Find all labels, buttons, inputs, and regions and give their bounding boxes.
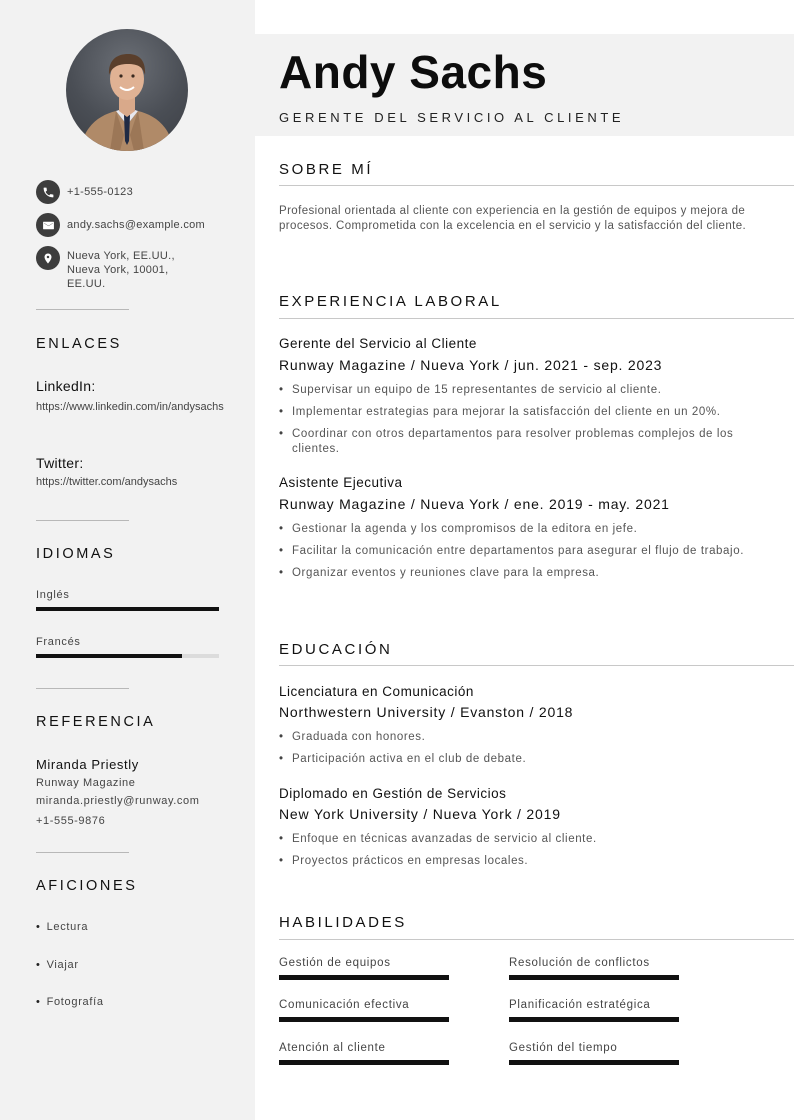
phone-text: +1-555-0123 xyxy=(67,186,133,198)
bullet-item: • Organizar eventos y reuniones clave para la empresa. xyxy=(279,566,769,581)
skill-name: Gestión del tiempo xyxy=(509,1042,618,1054)
full-name: Andy Sachs xyxy=(279,46,548,98)
address-line: Nueva York, 10001, xyxy=(67,264,169,276)
skill-name: Planificación estratégica xyxy=(509,999,651,1011)
hobby-item: • Fotografía xyxy=(36,996,104,1008)
divider xyxy=(36,688,129,689)
bullet-item: • Coordinar con otros departamentos para resolver problemas complejos de los clientes. xyxy=(279,427,769,456)
job-subtitle: Runway Magazine / Nueva York / jun. 2021 - sep. 2023 xyxy=(279,357,663,373)
skill-level-bar xyxy=(279,1060,449,1065)
contact-email xyxy=(36,213,236,237)
hobby-item: • Viajar xyxy=(36,959,79,971)
skill-level-bar xyxy=(279,975,449,980)
section-rule xyxy=(279,939,794,940)
degree-subtitle: New York University / Nueva York / 2019 xyxy=(279,806,561,822)
degree-title: Diplomado en Gestión de Servicios xyxy=(279,786,507,801)
mail-icon xyxy=(36,213,60,237)
bullet-item: • Enfoque en técnicas avanzadas de servicio al cliente. xyxy=(279,832,769,847)
language-name: Inglés xyxy=(36,589,70,601)
contact-address xyxy=(36,246,236,291)
bullet-item: • Gestionar la agenda y los compromisos de la editora en jefe. xyxy=(279,522,769,537)
bullet-item: • Implementar estrategias para mejorar la satisfacción del cliente en un 20%. xyxy=(279,405,769,420)
reference-email[interactable]: miranda.priestly@runway.com xyxy=(36,795,200,807)
contact-info xyxy=(36,180,236,300)
skills-heading: HABILIDADES xyxy=(279,914,407,931)
degree-bullets xyxy=(279,730,769,774)
job-title: Gerente del Servicio al Cliente xyxy=(279,336,477,351)
language-name: Francés xyxy=(36,636,81,648)
section-rule xyxy=(279,185,794,186)
hobby-label: Viajar xyxy=(46,959,79,971)
location-pin-icon xyxy=(36,246,60,270)
bullet-item: • Facilitar la comunicación entre departamentos para asegurar el flujo de trabajo. xyxy=(279,544,769,559)
job-bullets xyxy=(279,522,769,588)
job-subtitle: Runway Magazine / Nueva York / ene. 2019 - may. 2021 xyxy=(279,496,670,512)
job-role: GERENTE DEL SERVICIO AL CLIENTE xyxy=(279,110,625,125)
experience-heading: EXPERIENCIA LABORAL xyxy=(279,293,502,310)
hobby-label: Fotografía xyxy=(46,996,104,1008)
reference-heading: REFERENCIA xyxy=(36,714,156,730)
skill-name: Atención al cliente xyxy=(279,1042,386,1054)
degree-title: Licenciatura en Comunicación xyxy=(279,684,474,699)
about-heading: SOBRE MÍ xyxy=(279,161,374,178)
reference-name: Miranda Priestly xyxy=(36,757,139,772)
twitter-link[interactable]: https://twitter.com/andysachs xyxy=(36,476,178,488)
section-rule xyxy=(279,318,794,319)
skill-name: Comunicación efectiva xyxy=(279,999,410,1011)
bullet-item: • Graduada con honores. xyxy=(279,730,769,745)
linkedin-link[interactable]: https://www.linkedin.com/in/andysachs xyxy=(36,401,224,413)
bullet-item: • Participación activa en el club de debate. xyxy=(279,752,769,767)
section-rule xyxy=(279,665,794,666)
reference-phone: +1-555-9876 xyxy=(36,815,106,827)
skill-level-bar xyxy=(509,1060,679,1065)
languages-heading: IDIOMAS xyxy=(36,546,116,562)
main-content xyxy=(255,0,794,1120)
skill-level-bar xyxy=(509,975,679,980)
language-level-bar xyxy=(36,654,219,658)
phone-icon xyxy=(36,180,60,204)
job-bullets xyxy=(279,383,769,464)
address-line: EE.UU. xyxy=(67,278,106,290)
language-level-fill xyxy=(36,607,219,611)
divider xyxy=(36,520,129,521)
skill-level-bar xyxy=(279,1017,449,1022)
address-line: Nueva York, EE.UU., xyxy=(67,250,175,262)
degree-subtitle: Northwestern University / Evanston / 2018 xyxy=(279,704,574,720)
divider xyxy=(36,309,129,310)
bullet-item: • Supervisar un equipo de 15 representantes de servicio al cliente. xyxy=(279,383,769,398)
language-level-bar xyxy=(36,607,219,611)
hobby-item: • Lectura xyxy=(36,921,89,933)
job-title: Asistente Ejecutiva xyxy=(279,475,403,490)
about-text: Profesional orientada al cliente con experiencia en la gestión de equipos y mejora de procesos. Comprometida con la excelencia en el servicio y la satisfacción del cliente. xyxy=(279,205,747,232)
hobby-label: Lectura xyxy=(46,921,89,933)
skill-name: Resolución de conflictos xyxy=(509,957,650,969)
links-heading: ENLACES xyxy=(36,336,122,352)
profile-photo xyxy=(66,29,188,151)
email-text: andy.sachs@example.com xyxy=(67,219,206,231)
reference-company: Runway Magazine xyxy=(36,777,136,789)
sidebar xyxy=(0,0,255,1120)
degree-bullets xyxy=(279,832,769,876)
language-level-fill xyxy=(36,654,182,658)
education-heading: EDUCACIÓN xyxy=(279,641,393,658)
linkedin-label: LinkedIn: xyxy=(36,378,96,394)
contact-phone xyxy=(36,180,236,204)
skill-name: Gestión de equipos xyxy=(279,957,391,969)
bullet-item: • Proyectos prácticos en empresas locales. xyxy=(279,854,769,869)
divider xyxy=(36,852,129,853)
hobbies-heading: AFICIONES xyxy=(36,878,138,894)
twitter-label: Twitter: xyxy=(36,455,84,471)
skill-level-bar xyxy=(509,1017,679,1022)
address-text xyxy=(67,246,197,291)
